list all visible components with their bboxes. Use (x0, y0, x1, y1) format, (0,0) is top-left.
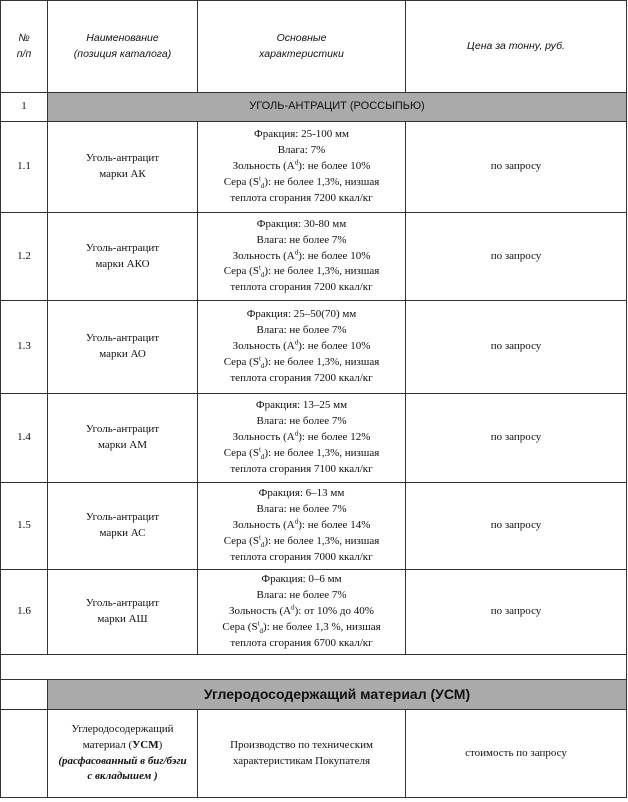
row-num: 1.1 (1, 122, 48, 213)
row-num: 1.2 (1, 213, 48, 301)
section-row-anthracite (1, 93, 627, 122)
row-characteristics: Фракция: 30-80 мм Влага: не более 7% Зольность $(A^d)$: не более 10% Сера $(S^t_d)$: не более 1,3%, низшая теплота сгорания 7200 ккал/кг (198, 213, 406, 301)
row-characteristics: Фракция: 0–6 мм Влага: не более 7% Зольность $(A^d)$: от 10% до 40% Сера $(S^t_d)$: не более 1,3 %, низшая теплота сгорания 6700 ккал/кг (198, 570, 406, 655)
header-characteristics: Основные характеристики (198, 1, 406, 93)
table-row (1, 394, 627, 483)
section-title: УГОЛЬ-АНТРАЦИТ (РОССЫПЬЮ) (48, 93, 627, 122)
row-characteristics: Фракция: 25–50(70) мм Влага: не более 7% Зольность $(A^d)$: не более 10% Сера $(S^t_d)$: не более 1,3%, низшая теплота сгорания 7200 ккал/кг (198, 301, 406, 394)
row-price: по запросу (406, 122, 627, 213)
table-row (1, 122, 627, 213)
row-name: Уголь-антрацит марки АО (48, 301, 198, 394)
table-row (1, 570, 627, 655)
header-row (1, 1, 627, 93)
row-num: 1.6 (1, 570, 48, 655)
row-num: 1.4 (1, 394, 48, 483)
row-name: Углеродосодержащий материал (УСМ) (расфасованный в биг/бэги с вкладышем ) (48, 710, 198, 798)
row-name: Уголь-антрацит марки АШ (48, 570, 198, 655)
row-price: по запросу (406, 483, 627, 570)
spacer-cell (1, 655, 627, 680)
table-row (1, 710, 627, 798)
row-price: по запросу (406, 570, 627, 655)
row-characteristics: Производство по техническим характеристикам Покупателя (198, 710, 406, 798)
row-characteristics: Фракция: 13–25 мм Влага: не более 7% Зольность $(A^d)$: не более 12% Сера $(S^t_d)$: не более 1,3%, низшая теплота сгорания 7100 ккал/кг (198, 394, 406, 483)
header-name: Наименование (позиция каталога) (48, 1, 198, 93)
section-num: 1 (1, 93, 48, 122)
row-num-empty (1, 710, 48, 798)
row-price: стоимость по запросу (406, 710, 627, 798)
spacer-row (1, 655, 627, 680)
table-row (1, 301, 627, 394)
header-num: № п/п (1, 1, 48, 93)
section-num-empty (1, 680, 48, 710)
table-row (1, 213, 627, 301)
section-title: Углеродосодержащий материал (УСМ) (48, 680, 627, 710)
row-price: по запросу (406, 394, 627, 483)
row-num: 1.3 (1, 301, 48, 394)
row-name: Уголь-антрацит марки АМ (48, 394, 198, 483)
row-num: 1.5 (1, 483, 48, 570)
row-name: Уголь-антрацит марки АК (48, 122, 198, 213)
header-price: Цена за тонну, руб. (406, 1, 627, 93)
row-name: Уголь-антрацит марки АКО (48, 213, 198, 301)
row-price: по запросу (406, 301, 627, 394)
row-name: Уголь-антрацит марки АС (48, 483, 198, 570)
row-characteristics: Фракция: 25-100 мм Влага: 7% Зольность $(A^d)$: не более 10% Сера $(S^t_d)$: не более 1,3%, низшая теплота сгорания 7200 ккал/кг (198, 122, 406, 213)
section-row-usm (1, 680, 627, 710)
table-row (1, 483, 627, 570)
row-price: по запросу (406, 213, 627, 301)
row-characteristics: Фракция: 6–13 мм Влага: не более 7% Зольность $(A^d)$: не более 14% Сера $(S^t_d)$: не более 1,3%, низшая теплота сгорания 7000 ккал/кг (198, 483, 406, 570)
